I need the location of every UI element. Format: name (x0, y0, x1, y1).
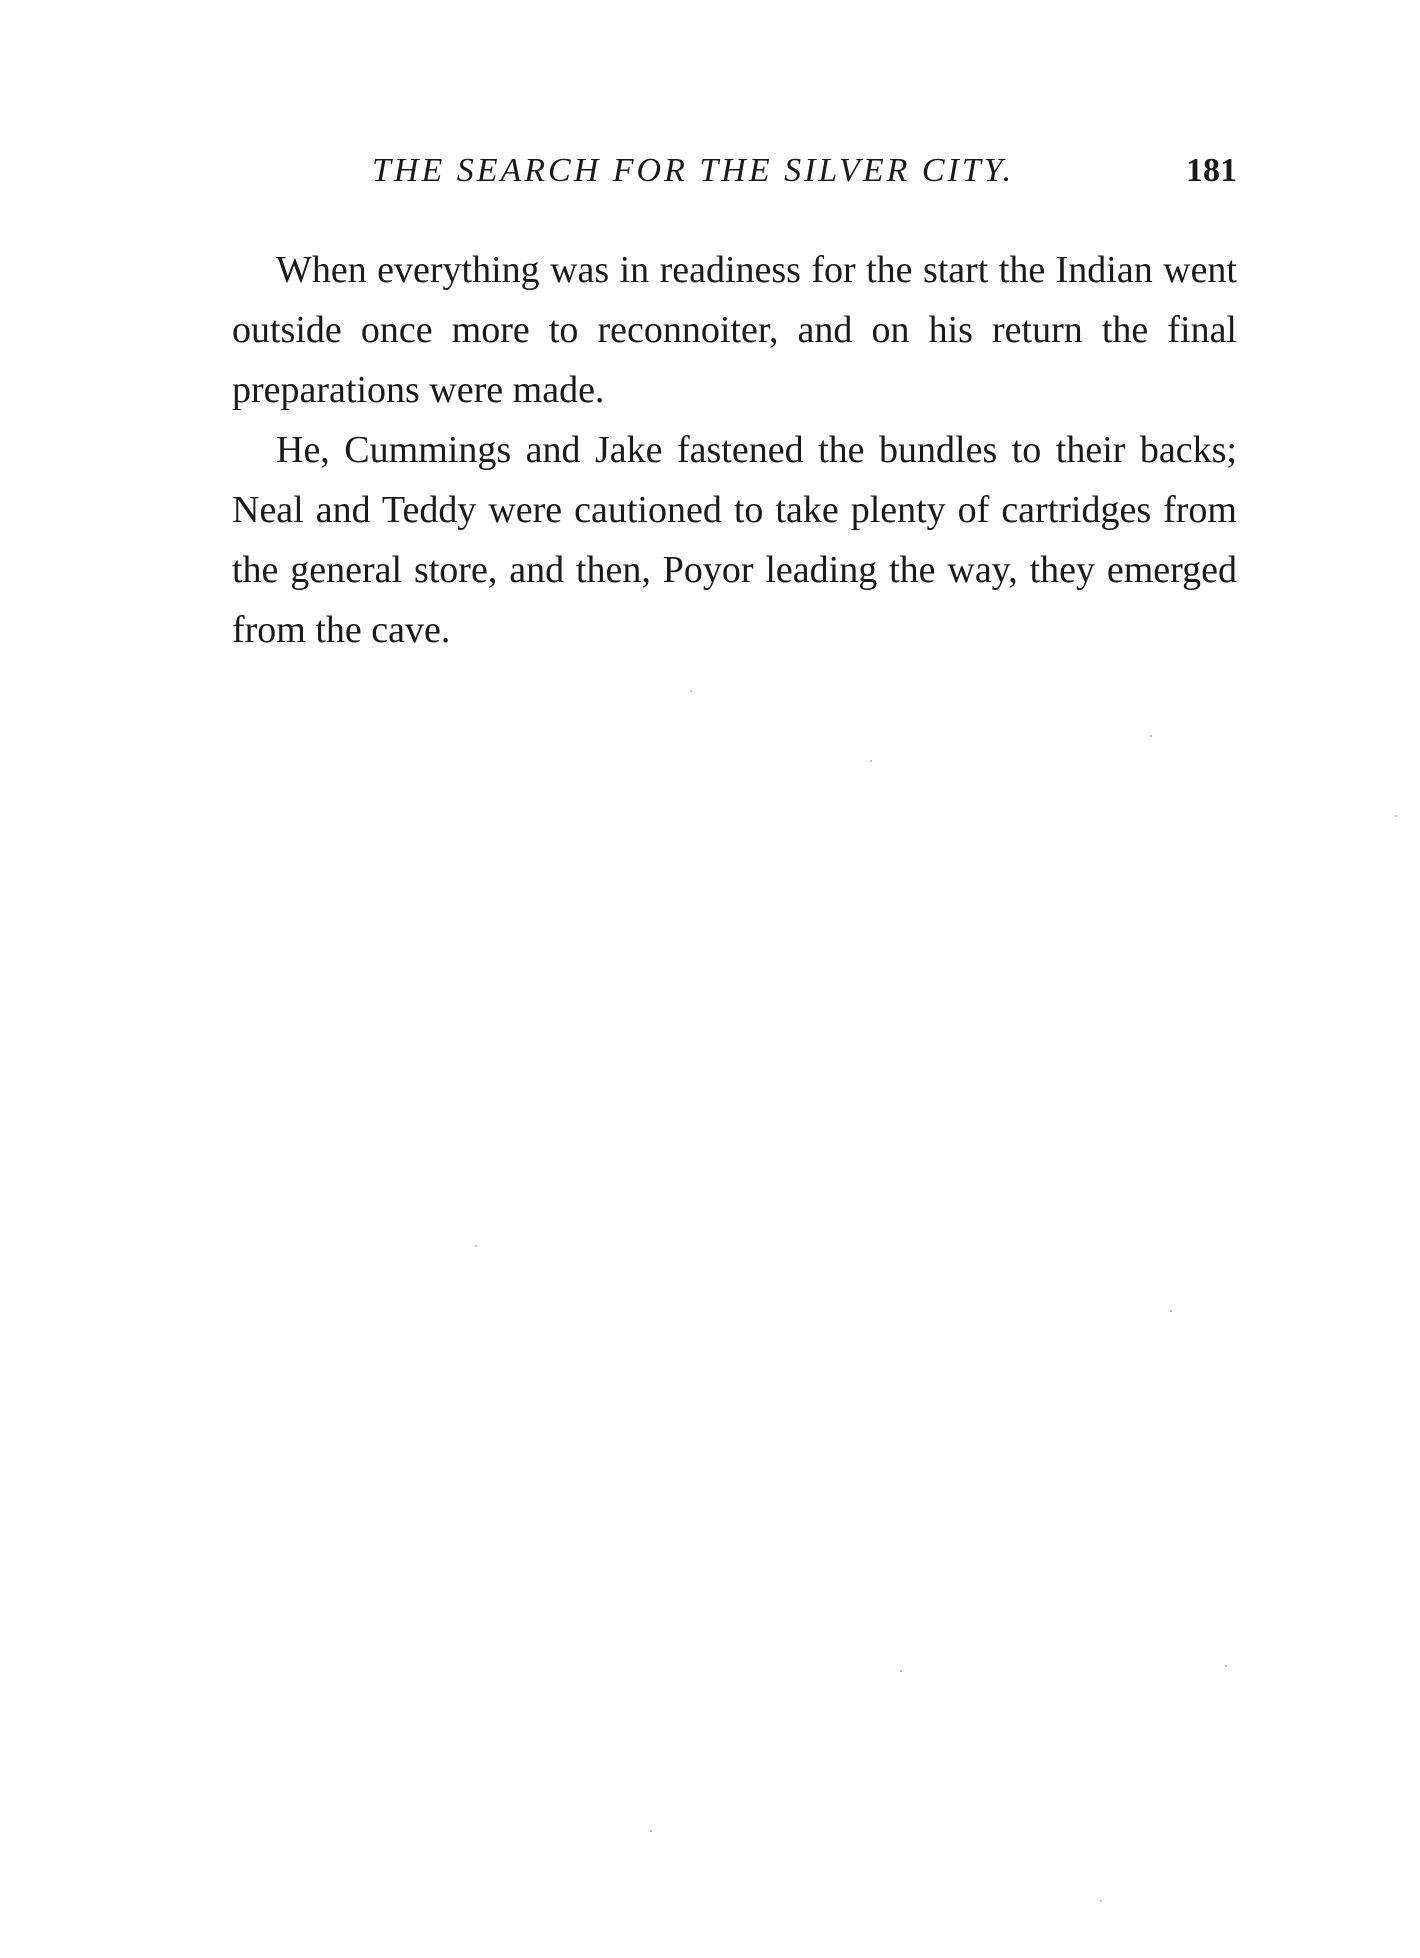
scan-speck (1395, 815, 1397, 817)
page-number: 181 (1186, 152, 1237, 189)
paragraph: When everything was in readiness for the start the Indian went outside once more to reconnoiter, and on his return the final preparations were made. (232, 249, 1237, 411)
scan-speck (870, 760, 872, 762)
paragraph: He, Cummings and Jake fastened the bundles to their backs; Neal and Teddy were cautioned to take plenty of cartridges from the general store, and then, Poyor leading the way, they emerged from the cave. (232, 429, 1237, 651)
scan-speck (1100, 1900, 1102, 1902)
running-head (232, 152, 1237, 202)
scan-speck (900, 1670, 902, 1672)
scan-speck (475, 1245, 477, 1247)
running-title: THE SEARCH FOR THE SILVER CITY. (372, 152, 1015, 189)
scan-speck (1150, 735, 1152, 737)
scan-speck (690, 690, 692, 692)
scan-speck (1225, 1665, 1227, 1667)
scan-speck (1170, 1310, 1172, 1312)
scan-speck (650, 1830, 652, 1832)
body-text (232, 240, 1237, 660)
